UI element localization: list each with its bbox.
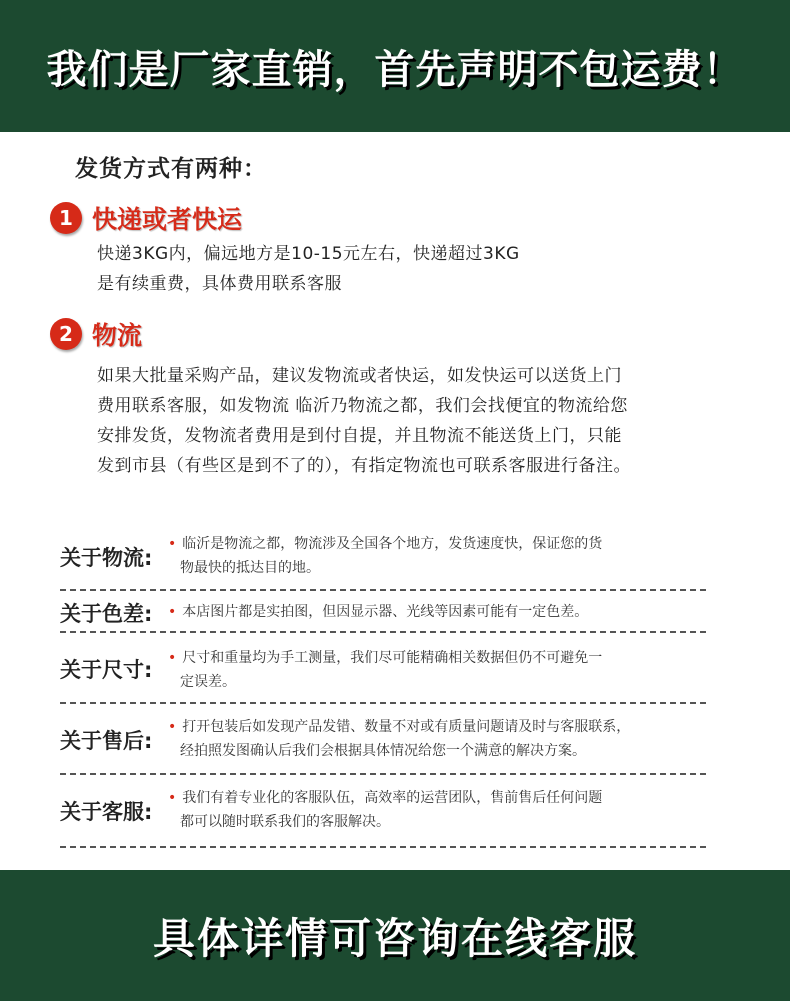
number-badge-1: 1	[50, 202, 82, 234]
about-logistics-line: 物最快的抵达目的地。	[180, 560, 320, 576]
divider	[60, 702, 706, 704]
method-2-line: 发到市县（有些区是到不了的），有指定物流也可联系客服进行备注。	[97, 456, 631, 476]
divider	[60, 846, 706, 848]
number-badge-2: 2	[50, 318, 82, 350]
about-aftersales-text	[168, 715, 630, 763]
about-size-line: 定误差。	[180, 674, 236, 690]
method-1-name: 快递或者快运	[92, 205, 243, 234]
method-1-line: 快递3KG内，偏远地方是10-15元左右，快递超过3KG	[97, 244, 520, 264]
about-service-text	[168, 786, 602, 834]
about-logistics-label: 关于物流:	[60, 546, 153, 570]
bullet-icon: •	[168, 536, 177, 552]
about-aftersales-label: 关于售后:	[60, 729, 153, 753]
about-service-label: 关于客服:	[60, 800, 153, 824]
bullet-icon: •	[168, 604, 177, 620]
about-color-line: 本店图片都是实拍图，但因显示器、光线等因素可能有一定色差。	[182, 604, 589, 620]
bottom-banner	[0, 870, 790, 1001]
about-size-label: 关于尺寸:	[60, 658, 153, 682]
about-color-label: 关于色差:	[60, 602, 153, 626]
about-service-line: 都可以随时联系我们的客服解决。	[180, 814, 390, 830]
bullet-icon: •	[168, 650, 177, 666]
divider	[60, 631, 706, 633]
method-2-line: 如果大批量采购产品，建议发物流或者快运，如发快运可以送货上门	[97, 366, 622, 386]
method-1-heading	[50, 200, 242, 236]
about-size-text	[168, 646, 602, 694]
about-section	[60, 528, 706, 858]
method-1-line: 是有续重费，具体费用联系客服	[97, 274, 342, 294]
top-banner	[0, 0, 790, 132]
about-service-line: 我们有着专业化的客服队伍，高效率的运营团队，售前售后任何问题	[182, 790, 603, 806]
about-logistics-text	[168, 532, 602, 580]
method-2-name: 物流	[92, 321, 143, 350]
about-aftersales-line: 经拍照发图确认后我们会根据具体情况给您一个满意的解决方案。	[180, 743, 586, 759]
bullet-icon: •	[168, 719, 177, 735]
about-logistics-line: 临沂是物流之都，物流涉及全国各个地方，发货速度快，保证您的货	[182, 536, 603, 552]
method-2-heading	[50, 316, 142, 352]
method-2-line: 安排发货，发物流者费用是到付自提，并且物流不能送货上门，只能	[97, 426, 622, 446]
about-size-line: 尺寸和重量均为手工测量，我们尽可能精确相关数据但仍不可避免一	[182, 650, 603, 666]
method-1-description	[97, 239, 520, 299]
about-aftersales-line: 打开包装后如发现产品发错、数量不对或有质量问题请及时与客服联系，	[182, 719, 631, 735]
method-2-line: 费用联系客服，如发物流 临沂乃物流之都，我们会找便宜的物流给您	[97, 396, 628, 416]
method-2-description	[97, 361, 631, 481]
divider	[60, 773, 706, 775]
bullet-icon: •	[168, 790, 177, 806]
footer-title: 具体详情可咨询在线客服	[152, 913, 637, 963]
divider	[60, 589, 706, 591]
about-color-text	[168, 600, 588, 624]
shipping-title: 发货方式有两种：	[75, 156, 267, 182]
header-title: 我们是厂家直销，首先声明不包运费！	[46, 46, 744, 93]
